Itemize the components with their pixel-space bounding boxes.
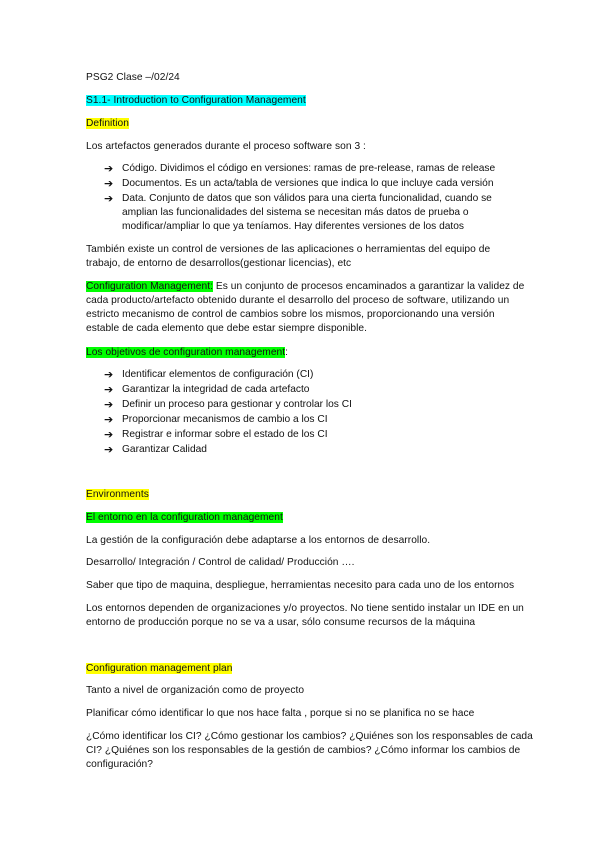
list-item: Garantizar la integridad de cada artefacto — [122, 384, 310, 395]
arrow-icon: ➔ — [104, 443, 114, 456]
arrow-icon: ➔ — [104, 162, 114, 175]
list-item: Registrar e informar sobre el estado de los CI — [122, 429, 328, 440]
doc-header: PSG2 Clase –/02/24 — [86, 72, 180, 83]
objectives-colon: : — [285, 347, 289, 358]
paragraph-line: La gestión de la configuración debe adaptarse a los entornos de desarrollo. — [86, 535, 431, 546]
paragraph-line: CI? ¿Quiénes son los responsables de la gestión de cambios? ¿Cómo informar los cambios de — [86, 745, 521, 756]
environments-heading: Environments — [86, 489, 149, 500]
arrow-icon: ➔ — [104, 398, 114, 411]
paragraph-line: trabajo, de entorno de desarrollos(gestionar licencias), etc — [86, 258, 352, 269]
paragraph-line: Tanto a nivel de organización como de proyecto — [86, 685, 305, 696]
artefacts-intro: Los artefactos generados durante el proceso software son 3 : — [86, 141, 366, 152]
list-item: Definir un proceso para gestionar y controlar los CI — [122, 399, 352, 410]
paragraph-line: estricto mecanismo de control de cambios sobre los mismos, proporcionando una versión — [86, 309, 495, 320]
list-item-continuation: amplian las funcionalidades del sistema se necesitan más datos de prueba o — [122, 207, 469, 218]
arrow-icon: ➔ — [104, 383, 114, 396]
paragraph-line: cada producto/artefacto obtenido durante el desarrollo del proceso de software, utilizando un — [86, 295, 510, 306]
list-item: Documentos. Es un acta/tabla de versiones que indica lo que incluye cada versión — [122, 178, 494, 189]
paragraph-line: También existe un control de versiones de las aplicaciones o herramientas del equipo de — [86, 244, 491, 255]
paragraph-line: Los entornos dependen de organizaciones y/o proyectos. No tiene sentido instalar un IDE en un — [86, 603, 524, 614]
arrow-icon: ➔ — [104, 413, 114, 426]
list-item: Data. Conjunto de datos que son válidos para una cierta funcionalidad, cuando se — [122, 193, 492, 204]
paragraph-line: Es un conjunto de procesos encaminados a garantizar la validez de — [212, 281, 525, 292]
paragraph-line: ¿Cómo identificar los CI? ¿Cómo gestionar los cambios? ¿Quiénes son los responsables de cada — [86, 731, 533, 742]
paragraph-line: Planificar cómo identificar lo que nos hace falta , porque si no se planifica no se hace — [86, 708, 475, 719]
arrow-icon: ➔ — [104, 368, 114, 381]
paragraph-line: Saber que tipo de maquina, despliegue, herramientas necesito para cada uno de los entornos — [86, 580, 515, 591]
definition-heading: Definition — [86, 118, 129, 129]
list-item: Garantizar Calidad — [122, 444, 207, 455]
cm-label: Configuration Management: — [86, 281, 213, 292]
paragraph-line: configuración? — [86, 759, 153, 770]
plan-heading: Configuration management plan — [86, 663, 233, 674]
arrow-icon: ➔ — [104, 192, 114, 205]
list-item: Proporcionar mecanismos de cambio a los CI — [122, 414, 328, 425]
objectives-heading: Los objetivos de configuration management — [86, 347, 286, 358]
arrow-icon: ➔ — [104, 428, 114, 441]
list-item-continuation: modificar/ampliar lo que ya teníamos. Hay diferentes versiones de los datos — [122, 221, 465, 232]
list-item: Identificar elementos de configuración (CI) — [122, 369, 314, 380]
paragraph-line: entorno de producción porque no se va a usar, sólo consume recursos de la máquina — [86, 617, 476, 628]
paragraph-line: Desarrollo/ Integración / Control de calidad/ Producción …. — [86, 557, 355, 568]
paragraph-line: estable de cada elemento que debe estar siempre disponible. — [86, 323, 368, 334]
section-title: S1.1- Introduction to Configuration Management — [86, 95, 306, 106]
arrow-icon: ➔ — [104, 177, 114, 190]
env-subheading: El entorno en la configuration management — [86, 512, 283, 523]
list-item: Código. Dividimos el código en versiones: ramas de pre-release, ramas de release — [122, 163, 496, 174]
